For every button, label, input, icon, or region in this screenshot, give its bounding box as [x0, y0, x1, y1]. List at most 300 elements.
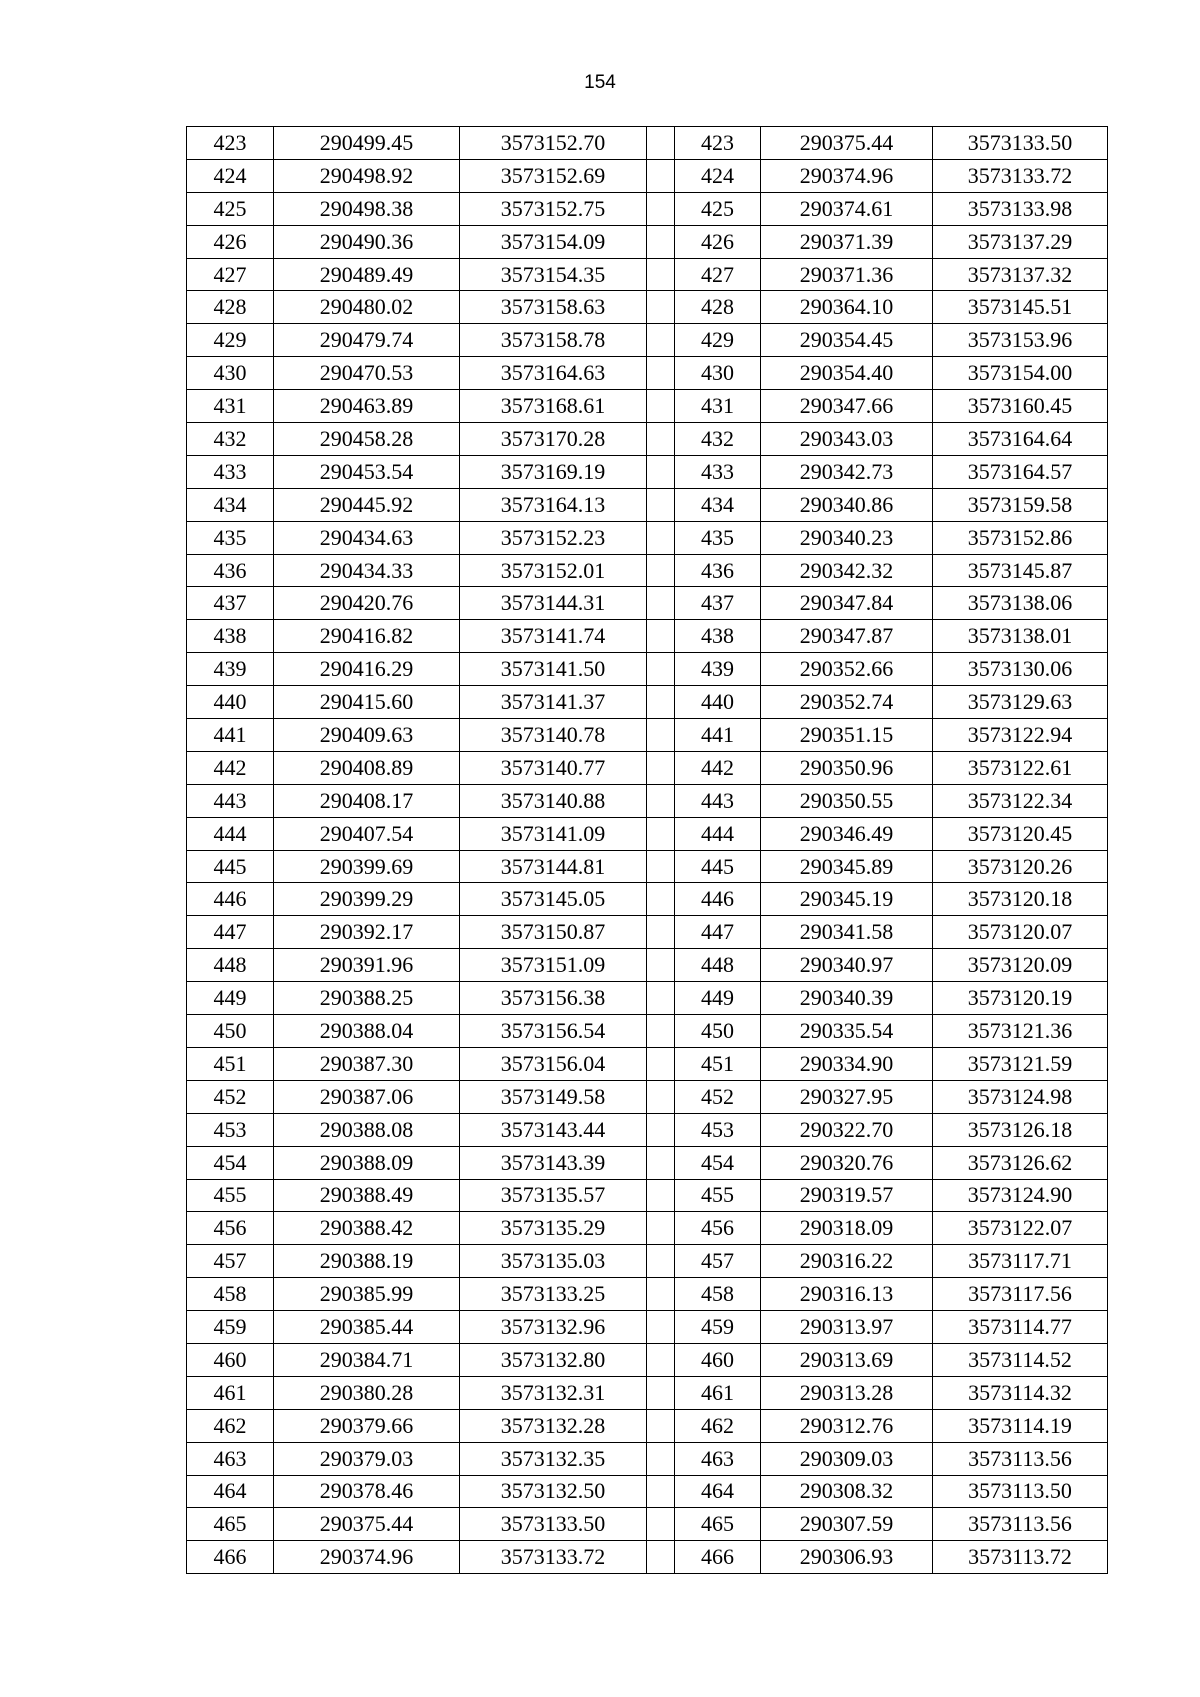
- left-y-coordinate-cell: 3573156.54: [460, 1015, 647, 1048]
- right-y-coordinate-cell: 3573114.52: [933, 1343, 1108, 1376]
- right-point-id-cell: 444: [675, 817, 761, 850]
- table-row: [187, 587, 1108, 620]
- right-y-coordinate-cell: 3573124.98: [933, 1080, 1108, 1113]
- left-x-coordinate-cell: 290388.19: [274, 1245, 460, 1278]
- left-point-id-cell: 443: [187, 784, 274, 817]
- left-point-id-cell: 455: [187, 1179, 274, 1212]
- coordinates-table: [186, 126, 1108, 1574]
- gap-cell: [647, 159, 675, 192]
- gap-cell: [647, 258, 675, 291]
- right-y-coordinate-cell: 3573124.90: [933, 1179, 1108, 1212]
- left-x-coordinate-cell: 290499.45: [274, 127, 460, 160]
- table-row: [187, 784, 1108, 817]
- left-x-coordinate-cell: 290380.28: [274, 1376, 460, 1409]
- coordinates-table-body: [187, 127, 1108, 1574]
- right-y-coordinate-cell: 3573120.45: [933, 817, 1108, 850]
- right-point-id-cell: 446: [675, 883, 761, 916]
- right-point-id-cell: 451: [675, 1047, 761, 1080]
- right-point-id-cell: 436: [675, 554, 761, 587]
- right-y-coordinate-cell: 3573133.72: [933, 159, 1108, 192]
- left-x-coordinate-cell: 290434.33: [274, 554, 460, 587]
- left-x-coordinate-cell: 290385.99: [274, 1278, 460, 1311]
- right-x-coordinate-cell: 290352.74: [761, 686, 933, 719]
- right-x-coordinate-cell: 290313.97: [761, 1311, 933, 1344]
- left-y-coordinate-cell: 3573152.69: [460, 159, 647, 192]
- right-x-coordinate-cell: 290346.49: [761, 817, 933, 850]
- right-point-id-cell: 438: [675, 620, 761, 653]
- right-y-coordinate-cell: 3573122.94: [933, 719, 1108, 752]
- right-y-coordinate-cell: 3573120.26: [933, 850, 1108, 883]
- gap-cell: [647, 455, 675, 488]
- right-point-id-cell: 440: [675, 686, 761, 719]
- table-row: [187, 554, 1108, 587]
- right-y-coordinate-cell: 3573133.98: [933, 192, 1108, 225]
- left-y-coordinate-cell: 3573135.57: [460, 1179, 647, 1212]
- right-y-coordinate-cell: 3573145.87: [933, 554, 1108, 587]
- gap-cell: [647, 686, 675, 719]
- gap-cell: [647, 1409, 675, 1442]
- table-row: [187, 949, 1108, 982]
- right-x-coordinate-cell: 290350.96: [761, 751, 933, 784]
- left-x-coordinate-cell: 290416.29: [274, 653, 460, 686]
- gap-cell: [647, 883, 675, 916]
- left-x-coordinate-cell: 290399.69: [274, 850, 460, 883]
- right-x-coordinate-cell: 290354.45: [761, 324, 933, 357]
- right-point-id-cell: 466: [675, 1541, 761, 1574]
- left-y-coordinate-cell: 3573158.78: [460, 324, 647, 357]
- right-x-coordinate-cell: 290318.09: [761, 1212, 933, 1245]
- left-x-coordinate-cell: 290434.63: [274, 521, 460, 554]
- left-y-coordinate-cell: 3573132.31: [460, 1376, 647, 1409]
- gap-cell: [647, 1311, 675, 1344]
- left-y-coordinate-cell: 3573140.78: [460, 719, 647, 752]
- left-x-coordinate-cell: 290374.96: [274, 1541, 460, 1574]
- right-point-id-cell: 442: [675, 751, 761, 784]
- left-point-id-cell: 461: [187, 1376, 274, 1409]
- right-x-coordinate-cell: 290340.97: [761, 949, 933, 982]
- table-row: [187, 455, 1108, 488]
- gap-cell: [647, 127, 675, 160]
- right-point-id-cell: 434: [675, 488, 761, 521]
- right-point-id-cell: 464: [675, 1475, 761, 1508]
- gap-cell: [647, 784, 675, 817]
- table-row: [187, 1212, 1108, 1245]
- right-y-coordinate-cell: 3573137.29: [933, 225, 1108, 258]
- gap-cell: [647, 1015, 675, 1048]
- gap-cell: [647, 1541, 675, 1574]
- right-point-id-cell: 455: [675, 1179, 761, 1212]
- table-row: [187, 488, 1108, 521]
- right-x-coordinate-cell: 290335.54: [761, 1015, 933, 1048]
- left-point-id-cell: 441: [187, 719, 274, 752]
- left-y-coordinate-cell: 3573132.96: [460, 1311, 647, 1344]
- right-y-coordinate-cell: 3573122.07: [933, 1212, 1108, 1245]
- gap-cell: [647, 357, 675, 390]
- left-x-coordinate-cell: 290384.71: [274, 1343, 460, 1376]
- right-x-coordinate-cell: 290364.10: [761, 291, 933, 324]
- table-row: [187, 521, 1108, 554]
- right-point-id-cell: 449: [675, 982, 761, 1015]
- left-x-coordinate-cell: 290392.17: [274, 916, 460, 949]
- left-y-coordinate-cell: 3573144.81: [460, 850, 647, 883]
- left-point-id-cell: 460: [187, 1343, 274, 1376]
- right-y-coordinate-cell: 3573113.56: [933, 1508, 1108, 1541]
- left-x-coordinate-cell: 290391.96: [274, 949, 460, 982]
- left-x-coordinate-cell: 290388.04: [274, 1015, 460, 1048]
- left-point-id-cell: 442: [187, 751, 274, 784]
- right-point-id-cell: 432: [675, 423, 761, 456]
- left-x-coordinate-cell: 290416.82: [274, 620, 460, 653]
- left-y-coordinate-cell: 3573164.63: [460, 357, 647, 390]
- left-y-coordinate-cell: 3573151.09: [460, 949, 647, 982]
- left-x-coordinate-cell: 290409.63: [274, 719, 460, 752]
- left-y-coordinate-cell: 3573132.50: [460, 1475, 647, 1508]
- gap-cell: [647, 554, 675, 587]
- table-row: [187, 653, 1108, 686]
- right-point-id-cell: 459: [675, 1311, 761, 1344]
- gap-cell: [647, 488, 675, 521]
- right-x-coordinate-cell: 290340.23: [761, 521, 933, 554]
- left-point-id-cell: 459: [187, 1311, 274, 1344]
- left-x-coordinate-cell: 290378.46: [274, 1475, 460, 1508]
- right-point-id-cell: 445: [675, 850, 761, 883]
- right-y-coordinate-cell: 3573121.36: [933, 1015, 1108, 1048]
- left-x-coordinate-cell: 290415.60: [274, 686, 460, 719]
- left-y-coordinate-cell: 3573169.19: [460, 455, 647, 488]
- left-point-id-cell: 437: [187, 587, 274, 620]
- gap-cell: [647, 291, 675, 324]
- left-y-coordinate-cell: 3573143.44: [460, 1113, 647, 1146]
- right-point-id-cell: 450: [675, 1015, 761, 1048]
- table-row: [187, 324, 1108, 357]
- right-point-id-cell: 454: [675, 1146, 761, 1179]
- left-y-coordinate-cell: 3573141.37: [460, 686, 647, 719]
- right-point-id-cell: 453: [675, 1113, 761, 1146]
- left-x-coordinate-cell: 290375.44: [274, 1508, 460, 1541]
- right-x-coordinate-cell: 290319.57: [761, 1179, 933, 1212]
- left-y-coordinate-cell: 3573135.29: [460, 1212, 647, 1245]
- left-x-coordinate-cell: 290408.17: [274, 784, 460, 817]
- right-y-coordinate-cell: 3573114.32: [933, 1376, 1108, 1409]
- left-y-coordinate-cell: 3573152.01: [460, 554, 647, 587]
- right-x-coordinate-cell: 290347.66: [761, 390, 933, 423]
- left-x-coordinate-cell: 290489.49: [274, 258, 460, 291]
- table-row: [187, 225, 1108, 258]
- table-row: [187, 1442, 1108, 1475]
- right-y-coordinate-cell: 3573126.62: [933, 1146, 1108, 1179]
- gap-cell: [647, 1343, 675, 1376]
- left-x-coordinate-cell: 290388.42: [274, 1212, 460, 1245]
- table-row: [187, 1146, 1108, 1179]
- right-y-coordinate-cell: 3573114.19: [933, 1409, 1108, 1442]
- left-x-coordinate-cell: 290498.92: [274, 159, 460, 192]
- right-y-coordinate-cell: 3573121.59: [933, 1047, 1108, 1080]
- left-x-coordinate-cell: 290458.28: [274, 423, 460, 456]
- right-x-coordinate-cell: 290308.32: [761, 1475, 933, 1508]
- table-row: [187, 1508, 1108, 1541]
- left-point-id-cell: 464: [187, 1475, 274, 1508]
- right-y-coordinate-cell: 3573159.58: [933, 488, 1108, 521]
- right-x-coordinate-cell: 290313.69: [761, 1343, 933, 1376]
- right-x-coordinate-cell: 290316.22: [761, 1245, 933, 1278]
- right-point-id-cell: 447: [675, 916, 761, 949]
- left-point-id-cell: 445: [187, 850, 274, 883]
- table-row: [187, 817, 1108, 850]
- right-x-coordinate-cell: 290345.19: [761, 883, 933, 916]
- right-y-coordinate-cell: 3573137.32: [933, 258, 1108, 291]
- left-x-coordinate-cell: 290463.89: [274, 390, 460, 423]
- right-y-coordinate-cell: 3573133.50: [933, 127, 1108, 160]
- left-point-id-cell: 424: [187, 159, 274, 192]
- left-y-coordinate-cell: 3573141.50: [460, 653, 647, 686]
- gap-cell: [647, 817, 675, 850]
- right-y-coordinate-cell: 3573153.96: [933, 324, 1108, 357]
- right-point-id-cell: 427: [675, 258, 761, 291]
- right-x-coordinate-cell: 290340.86: [761, 488, 933, 521]
- left-point-id-cell: 436: [187, 554, 274, 587]
- right-x-coordinate-cell: 290327.95: [761, 1080, 933, 1113]
- gap-cell: [647, 423, 675, 456]
- right-point-id-cell: 437: [675, 587, 761, 620]
- right-point-id-cell: 423: [675, 127, 761, 160]
- left-x-coordinate-cell: 290498.38: [274, 192, 460, 225]
- right-y-coordinate-cell: 3573113.50: [933, 1475, 1108, 1508]
- left-y-coordinate-cell: 3573154.35: [460, 258, 647, 291]
- right-point-id-cell: 428: [675, 291, 761, 324]
- left-point-id-cell: 435: [187, 521, 274, 554]
- gap-cell: [647, 1376, 675, 1409]
- left-point-id-cell: 462: [187, 1409, 274, 1442]
- left-x-coordinate-cell: 290387.30: [274, 1047, 460, 1080]
- right-point-id-cell: 457: [675, 1245, 761, 1278]
- left-y-coordinate-cell: 3573152.75: [460, 192, 647, 225]
- gap-cell: [647, 1113, 675, 1146]
- right-point-id-cell: 458: [675, 1278, 761, 1311]
- table-row: [187, 258, 1108, 291]
- left-y-coordinate-cell: 3573158.63: [460, 291, 647, 324]
- left-point-id-cell: 446: [187, 883, 274, 916]
- right-point-id-cell: 426: [675, 225, 761, 258]
- table-row: [187, 1245, 1108, 1278]
- left-x-coordinate-cell: 290388.09: [274, 1146, 460, 1179]
- right-x-coordinate-cell: 290342.73: [761, 455, 933, 488]
- left-point-id-cell: 425: [187, 192, 274, 225]
- left-point-id-cell: 423: [187, 127, 274, 160]
- gap-cell: [647, 587, 675, 620]
- left-point-id-cell: 440: [187, 686, 274, 719]
- table-row: [187, 850, 1108, 883]
- left-point-id-cell: 432: [187, 423, 274, 456]
- table-row: [187, 1278, 1108, 1311]
- right-x-coordinate-cell: 290371.39: [761, 225, 933, 258]
- gap-cell: [647, 1080, 675, 1113]
- left-point-id-cell: 450: [187, 1015, 274, 1048]
- gap-cell: [647, 719, 675, 752]
- right-x-coordinate-cell: 290312.76: [761, 1409, 933, 1442]
- left-point-id-cell: 427: [187, 258, 274, 291]
- left-point-id-cell: 466: [187, 1541, 274, 1574]
- left-point-id-cell: 429: [187, 324, 274, 357]
- left-x-coordinate-cell: 290388.49: [274, 1179, 460, 1212]
- right-y-coordinate-cell: 3573120.09: [933, 949, 1108, 982]
- left-point-id-cell: 448: [187, 949, 274, 982]
- left-x-coordinate-cell: 290479.74: [274, 324, 460, 357]
- left-y-coordinate-cell: 3573156.38: [460, 982, 647, 1015]
- left-y-coordinate-cell: 3573132.35: [460, 1442, 647, 1475]
- table-row: [187, 1311, 1108, 1344]
- left-y-coordinate-cell: 3573141.74: [460, 620, 647, 653]
- gap-cell: [647, 324, 675, 357]
- right-point-id-cell: 424: [675, 159, 761, 192]
- left-point-id-cell: 430: [187, 357, 274, 390]
- right-x-coordinate-cell: 290343.03: [761, 423, 933, 456]
- table-row: [187, 291, 1108, 324]
- table-row: [187, 192, 1108, 225]
- right-x-coordinate-cell: 290352.66: [761, 653, 933, 686]
- left-y-coordinate-cell: 3573135.03: [460, 1245, 647, 1278]
- left-y-coordinate-cell: 3573152.23: [460, 521, 647, 554]
- left-point-id-cell: 452: [187, 1080, 274, 1113]
- page-number: 154: [584, 72, 616, 93]
- right-y-coordinate-cell: 3573160.45: [933, 390, 1108, 423]
- table-row: [187, 1475, 1108, 1508]
- left-point-id-cell: 439: [187, 653, 274, 686]
- right-x-coordinate-cell: 290320.76: [761, 1146, 933, 1179]
- right-x-coordinate-cell: 290347.87: [761, 620, 933, 653]
- left-y-coordinate-cell: 3573141.09: [460, 817, 647, 850]
- right-point-id-cell: 462: [675, 1409, 761, 1442]
- right-y-coordinate-cell: 3573120.19: [933, 982, 1108, 1015]
- left-y-coordinate-cell: 3573140.88: [460, 784, 647, 817]
- right-point-id-cell: 430: [675, 357, 761, 390]
- left-y-coordinate-cell: 3573133.25: [460, 1278, 647, 1311]
- left-point-id-cell: 465: [187, 1508, 274, 1541]
- left-point-id-cell: 451: [187, 1047, 274, 1080]
- right-x-coordinate-cell: 290371.36: [761, 258, 933, 291]
- left-point-id-cell: 454: [187, 1146, 274, 1179]
- gap-cell: [647, 1475, 675, 1508]
- right-x-coordinate-cell: 290374.96: [761, 159, 933, 192]
- gap-cell: [647, 982, 675, 1015]
- right-point-id-cell: 433: [675, 455, 761, 488]
- gap-cell: [647, 225, 675, 258]
- right-y-coordinate-cell: 3573145.51: [933, 291, 1108, 324]
- right-x-coordinate-cell: 290354.40: [761, 357, 933, 390]
- left-point-id-cell: 457: [187, 1245, 274, 1278]
- left-point-id-cell: 456: [187, 1212, 274, 1245]
- left-x-coordinate-cell: 290387.06: [274, 1080, 460, 1113]
- left-y-coordinate-cell: 3573140.77: [460, 751, 647, 784]
- table-row: [187, 1409, 1108, 1442]
- left-x-coordinate-cell: 290379.03: [274, 1442, 460, 1475]
- right-y-coordinate-cell: 3573122.61: [933, 751, 1108, 784]
- right-y-coordinate-cell: 3573138.06: [933, 587, 1108, 620]
- left-y-coordinate-cell: 3573154.09: [460, 225, 647, 258]
- left-x-coordinate-cell: 290470.53: [274, 357, 460, 390]
- right-point-id-cell: 448: [675, 949, 761, 982]
- table-row: [187, 1179, 1108, 1212]
- right-x-coordinate-cell: 290345.89: [761, 850, 933, 883]
- left-y-coordinate-cell: 3573133.72: [460, 1541, 647, 1574]
- left-point-id-cell: 458: [187, 1278, 274, 1311]
- right-x-coordinate-cell: 290375.44: [761, 127, 933, 160]
- table-row: [187, 390, 1108, 423]
- table-row: [187, 1113, 1108, 1146]
- left-y-coordinate-cell: 3573152.70: [460, 127, 647, 160]
- table-row: [187, 423, 1108, 456]
- left-y-coordinate-cell: 3573145.05: [460, 883, 647, 916]
- gap-cell: [647, 949, 675, 982]
- gap-cell: [647, 1278, 675, 1311]
- left-x-coordinate-cell: 290480.02: [274, 291, 460, 324]
- right-point-id-cell: 456: [675, 1212, 761, 1245]
- table-row: [187, 719, 1108, 752]
- gap-cell: [647, 1212, 675, 1245]
- gap-cell: [647, 1442, 675, 1475]
- right-y-coordinate-cell: 3573113.56: [933, 1442, 1108, 1475]
- left-y-coordinate-cell: 3573156.04: [460, 1047, 647, 1080]
- left-x-coordinate-cell: 290408.89: [274, 751, 460, 784]
- right-y-coordinate-cell: 3573130.06: [933, 653, 1108, 686]
- right-x-coordinate-cell: 290313.28: [761, 1376, 933, 1409]
- gap-cell: [647, 1146, 675, 1179]
- left-point-id-cell: 463: [187, 1442, 274, 1475]
- table-row: [187, 1343, 1108, 1376]
- right-x-coordinate-cell: 290340.39: [761, 982, 933, 1015]
- right-point-id-cell: 441: [675, 719, 761, 752]
- right-point-id-cell: 465: [675, 1508, 761, 1541]
- right-y-coordinate-cell: 3573122.34: [933, 784, 1108, 817]
- table-row: [187, 159, 1108, 192]
- table-row: [187, 127, 1108, 160]
- left-x-coordinate-cell: 290490.36: [274, 225, 460, 258]
- table-row: [187, 883, 1108, 916]
- gap-cell: [647, 620, 675, 653]
- left-point-id-cell: 444: [187, 817, 274, 850]
- left-y-coordinate-cell: 3573143.39: [460, 1146, 647, 1179]
- right-x-coordinate-cell: 290342.32: [761, 554, 933, 587]
- left-x-coordinate-cell: 290407.54: [274, 817, 460, 850]
- gap-cell: [647, 850, 675, 883]
- left-y-coordinate-cell: 3573144.31: [460, 587, 647, 620]
- right-x-coordinate-cell: 290307.59: [761, 1508, 933, 1541]
- gap-cell: [647, 192, 675, 225]
- gap-cell: [647, 1047, 675, 1080]
- right-x-coordinate-cell: 290341.58: [761, 916, 933, 949]
- right-point-id-cell: 452: [675, 1080, 761, 1113]
- left-point-id-cell: 428: [187, 291, 274, 324]
- left-x-coordinate-cell: 290388.08: [274, 1113, 460, 1146]
- table-row: [187, 982, 1108, 1015]
- right-x-coordinate-cell: 290350.55: [761, 784, 933, 817]
- right-y-coordinate-cell: 3573120.18: [933, 883, 1108, 916]
- left-x-coordinate-cell: 290420.76: [274, 587, 460, 620]
- gap-cell: [647, 1179, 675, 1212]
- gap-cell: [647, 521, 675, 554]
- right-x-coordinate-cell: 290374.61: [761, 192, 933, 225]
- right-y-coordinate-cell: 3573117.56: [933, 1278, 1108, 1311]
- table-row: [187, 916, 1108, 949]
- right-point-id-cell: 431: [675, 390, 761, 423]
- left-x-coordinate-cell: 290445.92: [274, 488, 460, 521]
- right-x-coordinate-cell: 290347.84: [761, 587, 933, 620]
- table-row: [187, 751, 1108, 784]
- left-y-coordinate-cell: 3573132.28: [460, 1409, 647, 1442]
- table-row: [187, 1080, 1108, 1113]
- right-x-coordinate-cell: 290351.15: [761, 719, 933, 752]
- left-x-coordinate-cell: 290453.54: [274, 455, 460, 488]
- table-row: [187, 1015, 1108, 1048]
